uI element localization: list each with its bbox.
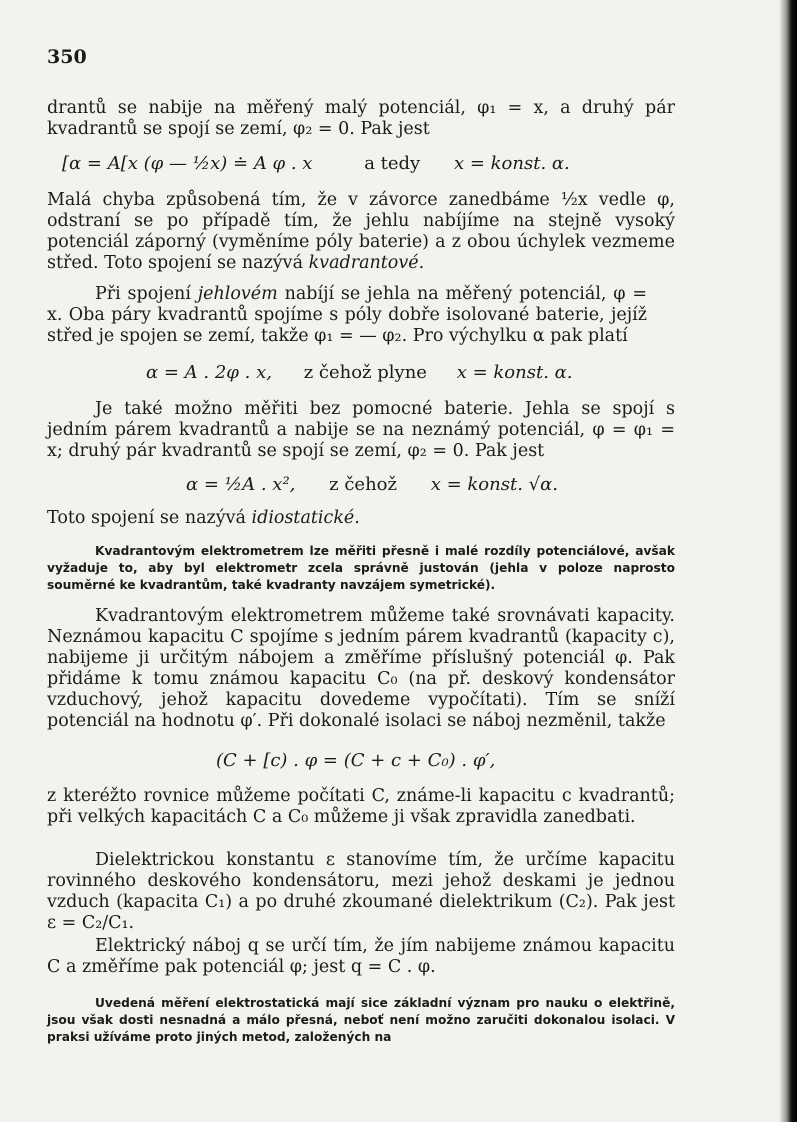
equation-right: x = konst. √α. [430,474,558,495]
paragraph-idiostatic-name [47,508,675,529]
page-number: 350 [47,46,87,68]
paragraph-text: Toto spojení se nazývá [47,508,252,528]
term-jehlovem: jehlovém [197,284,278,304]
paragraph-capacity-calc: z kteréžto rovnice můžeme počítati C, známe-li kapacitu c kvadrantů; při velkých kapacitách C a C₀ můžeme ji však zpravidla zanedbati. [47,786,675,827]
paragraph-electric-charge: Elektrický náboj q se určí tím, že jím nabijeme známou kapacitu C a změříme pak potenciál φ; jest q = C . φ. [47,936,675,977]
paragraph-dielectric-constant: Dielektrickou konstantu ε stanovíme tím, že určíme kapacitu rovinného deskového kondensátoru, mezi jehož deskami je jednou vzduch (kapacita C₁) a po druhé zkoumané dielektrikum (C₂). Pak jest ε = C₂/C₁. [47,850,675,933]
equation-needle-connection [146,362,573,383]
paragraph-text: Malá chyba způsobená tím, že v závorce zanedbáme ½x vedle φ, odstraní se po případě tím, že jehlu nabíjíme na stejně vysoký potenciál záporný (vyměníme póly baterie) a z obou úchylek vezmeme střed. Toto spojení se nazývá [47,190,675,273]
equation-left: α = A . 2φ . x, [146,362,272,383]
equation-connector: z čehož [329,474,397,495]
paragraph-needle-connection [47,284,647,347]
equation-quadrant-connection [62,153,570,174]
footnote-methods: Uvedená měření elektrostatická mají sice základní význam pro nauku o elektřině, jsou však dosti nesnadná a málo přesná, neboť není možno zaručiti dokonalou isolaci. V praksi užíváme proto jiných metod, založených na [47,996,675,1044]
equation-right: x = konst. α. [453,153,570,174]
term-kvadrantove: kvadrantové. [308,253,425,273]
equation-left: [α = A[x (φ — ½x) ≐ A φ . x [62,153,313,174]
book-binding-edge [779,0,797,1122]
equation-right: x = konst. α. [456,362,573,383]
paragraph-quadrant-connection [47,190,675,274]
paragraph-capacity-comparison: Kvadrantovým elektrometrem můžeme také srovnávati kapacity. Neznámou kapacitu C spojíme s jedním párem kvadrantů (kapacity c), nabijeme ji určitým nábojem a změříme příslušný potenciál φ. Pak přidáme k tomu známou kapacitu C₀ (na př. deskový kondensátor vzduchový, jehož kapacitu dovedeme vypočítati). Tím se sníží potenciál na hodnotu φ′. Při dokonalé isolaci se náboj nezměnil, takže [47,606,675,731]
footnote-precision: Kvadrantovým elektrometrem lze měřiti přesně i malé rozdíly potenciálové, avšak vyžaduje to, aby byl elektrometr zcela správně justován (jehla v poloze naprosto souměrné ke kvadrantům, také kvadranty navzájem symetrické). [47,544,675,592]
term-idiostaticke: idiostatické. [251,508,360,528]
paragraph-text: Při spojení [95,284,198,304]
paragraph-continuation: drantů se nabije na měřený malý potenciál, φ₁ = x, a druhý pár kvadrantů se spojí se zemí, φ₂ = 0. Pak jest [47,98,675,139]
equation-connector: a tedy [364,153,421,174]
paragraph-idiostatic: Je také možno měřiti bez pomocné baterie. Jehla se spojí s jedním párem kvadrantů a nabije se na neznámý potenciál, φ = φ₁ = x; druhý pár kvadrantů se spojí se zemí, φ₂ = 0. Pak jest [47,399,675,461]
equation-capacity: (C + [c) . φ = (C + c + C₀) . φ′, [216,750,496,771]
paragraph-text: nabíjí se jehla na měřený potenciál, φ = x. Oba páry kvadrantů spojíme s póly dobře isolované baterie, jejíž střed je spojen se zemí, takže φ₁ = — φ₂. Pro výchylku α pak platí [47,284,648,346]
equation-left: α = ½A . x², [186,474,296,495]
equation-connector: z čehož plyne [303,362,427,383]
equation-idiostatic [186,474,558,495]
